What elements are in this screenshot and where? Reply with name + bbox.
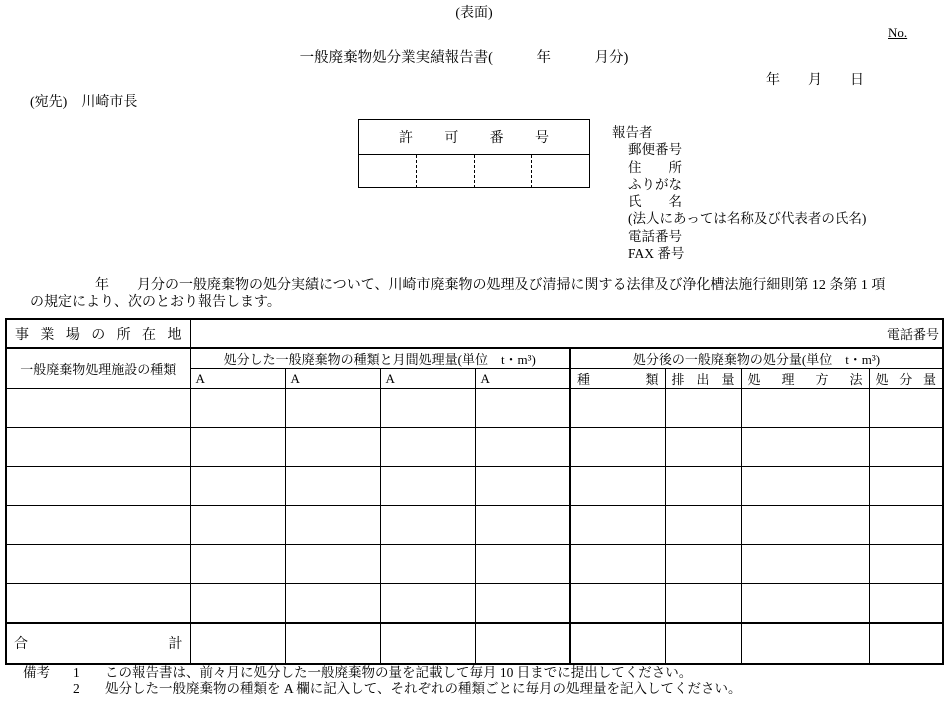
reporter-postal-label: 郵便番号 bbox=[628, 142, 682, 158]
column-a-header: A bbox=[190, 369, 285, 389]
page-title: 一般廃棄物処分業実績報告書( 年 月分) bbox=[299, 50, 629, 66]
disposal-amount-header: 処 分 量 bbox=[869, 369, 943, 389]
empty-cell bbox=[741, 389, 869, 428]
empty-cell bbox=[741, 584, 869, 623]
empty-cell bbox=[285, 467, 380, 506]
empty-cell bbox=[475, 389, 570, 428]
post-disposal-group-header: 処分後の一般廃棄物の処分量(単位 t・m³) bbox=[570, 348, 943, 369]
note-number: 2 bbox=[73, 681, 80, 696]
empty-cell bbox=[285, 428, 380, 467]
empty-cell bbox=[869, 623, 943, 664]
permit-number-box bbox=[358, 119, 590, 188]
empty-cell bbox=[570, 545, 665, 584]
empty-cell bbox=[869, 389, 943, 428]
empty-cell bbox=[380, 545, 475, 584]
empty-cell bbox=[285, 584, 380, 623]
statement-line-1: 年 月分の一般廃棄物の処分実績について、川崎市廃棄物の処理及び清掃に関する法律及び浄化槽法施行細則第 12 条第 1 項 bbox=[95, 278, 886, 293]
empty-cell bbox=[665, 584, 741, 623]
empty-cell bbox=[475, 623, 570, 664]
discharge-amount-header: 排 出 量 bbox=[665, 369, 741, 389]
empty-cell bbox=[475, 506, 570, 545]
empty-cell bbox=[741, 545, 869, 584]
empty-cell bbox=[570, 467, 665, 506]
empty-cell bbox=[380, 428, 475, 467]
phone-label-cell: 電話番号 bbox=[190, 319, 943, 348]
permit-digit-cell bbox=[474, 155, 532, 188]
reporter-label: 報告者 bbox=[612, 125, 653, 140]
empty-cell bbox=[190, 623, 285, 664]
empty-cell bbox=[869, 467, 943, 506]
empty-cell bbox=[665, 467, 741, 506]
empty-cell bbox=[665, 389, 741, 428]
empty-cell bbox=[190, 506, 285, 545]
table-row bbox=[6, 506, 943, 545]
permit-digit-cell bbox=[359, 155, 416, 188]
empty-cell bbox=[869, 506, 943, 545]
type-header: 種 類 bbox=[570, 369, 665, 389]
empty-cell bbox=[570, 506, 665, 545]
empty-cell bbox=[6, 545, 190, 584]
total-label: 合 計 bbox=[14, 637, 183, 652]
empty-cell bbox=[475, 428, 570, 467]
notes-label-spacer bbox=[23, 681, 73, 697]
permit-digit-cell bbox=[416, 155, 474, 188]
site-label-cell bbox=[6, 319, 190, 348]
empty-cell bbox=[665, 545, 741, 584]
note-text: 処分した一般廃棄物の種類を A 欄に記入して、それぞれの種類ごとに毎月の処理量を記入してください。 bbox=[105, 681, 742, 696]
table-row-group-headers bbox=[6, 348, 943, 369]
no-label: No. bbox=[888, 25, 908, 40]
table-row bbox=[6, 467, 943, 506]
empty-cell bbox=[285, 389, 380, 428]
total-label-cell bbox=[6, 623, 190, 664]
empty-cell bbox=[475, 545, 570, 584]
table-row bbox=[6, 584, 943, 623]
disposed-waste-group-header: 処分した一般廃棄物の種類と月間処理量(単位 t・m³) bbox=[190, 348, 570, 369]
reporter-fax-label: FAX 番号 bbox=[628, 246, 685, 262]
permit-number-cells bbox=[359, 155, 589, 188]
reporter-phone-label: 電話番号 bbox=[628, 228, 682, 244]
empty-cell bbox=[741, 506, 869, 545]
empty-cell bbox=[190, 584, 285, 623]
permit-number-label: 許 可 番 号 bbox=[399, 131, 549, 146]
statement-line-2: の規定により、次のとおり報告します。 bbox=[30, 295, 281, 310]
empty-cell bbox=[475, 467, 570, 506]
empty-cell bbox=[741, 467, 869, 506]
empty-cell bbox=[6, 428, 190, 467]
empty-cell bbox=[380, 623, 475, 664]
notes-label: 備考 bbox=[23, 665, 50, 680]
empty-cell bbox=[285, 545, 380, 584]
empty-cell bbox=[380, 389, 475, 428]
empty-cell bbox=[869, 545, 943, 584]
table-row bbox=[6, 389, 943, 428]
empty-cell bbox=[741, 428, 869, 467]
empty-cell bbox=[380, 467, 475, 506]
empty-cell bbox=[6, 389, 190, 428]
empty-cell bbox=[6, 584, 190, 623]
note-line-2 bbox=[23, 681, 741, 697]
empty-cell bbox=[570, 428, 665, 467]
treatment-method-header: 処 理 方 法 bbox=[741, 369, 869, 389]
notes-block bbox=[23, 665, 741, 697]
column-a-header: A bbox=[380, 369, 475, 389]
reporter-name-label: 氏 名 bbox=[628, 194, 682, 210]
empty-cell bbox=[570, 584, 665, 623]
note-line-1 bbox=[23, 665, 741, 681]
note-number: 1 bbox=[73, 665, 80, 680]
site-label: 事 業 場 の 所 在 地 bbox=[15, 327, 182, 343]
empty-cell bbox=[285, 623, 380, 664]
report-table bbox=[5, 318, 944, 665]
empty-cell bbox=[665, 428, 741, 467]
empty-cell bbox=[190, 545, 285, 584]
empty-cell bbox=[380, 584, 475, 623]
table-row bbox=[6, 545, 943, 584]
empty-cell bbox=[6, 506, 190, 545]
reporter-address-label: 住 所 bbox=[628, 159, 682, 175]
empty-cell bbox=[6, 467, 190, 506]
facility-type-header: 一般廃棄物処理施設の種類 bbox=[6, 348, 190, 389]
empty-cell bbox=[380, 506, 475, 545]
addressee: (宛先) 川崎市長 bbox=[30, 95, 138, 110]
empty-cell bbox=[570, 389, 665, 428]
side-label: (表面) bbox=[455, 6, 493, 21]
table-row-site bbox=[6, 319, 943, 348]
permit-digit-cell bbox=[531, 155, 589, 188]
column-a-header: A bbox=[475, 369, 570, 389]
table-row bbox=[6, 428, 943, 467]
empty-cell bbox=[190, 467, 285, 506]
date-line: 年 月 日 bbox=[766, 73, 864, 88]
empty-cell bbox=[570, 623, 665, 664]
reporter-block bbox=[612, 124, 866, 262]
reporter-corporate-note: (法人にあっては名称及び代表者の氏名) bbox=[628, 211, 867, 227]
empty-cell bbox=[741, 623, 869, 664]
table-row-total bbox=[6, 623, 943, 664]
column-a-header: A bbox=[285, 369, 380, 389]
empty-cell bbox=[285, 506, 380, 545]
permit-number-header bbox=[359, 120, 589, 155]
empty-cell bbox=[190, 389, 285, 428]
empty-cell bbox=[869, 428, 943, 467]
empty-cell bbox=[665, 623, 741, 664]
empty-cell bbox=[190, 428, 285, 467]
empty-cell bbox=[475, 584, 570, 623]
note-text: この報告書は、前々月に処分した一般廃棄物の量を記載して毎月 10 日までに提出してください。 bbox=[105, 665, 693, 680]
reporter-furigana-label: ふりがな bbox=[628, 176, 682, 192]
empty-cell bbox=[869, 584, 943, 623]
empty-cell bbox=[665, 506, 741, 545]
